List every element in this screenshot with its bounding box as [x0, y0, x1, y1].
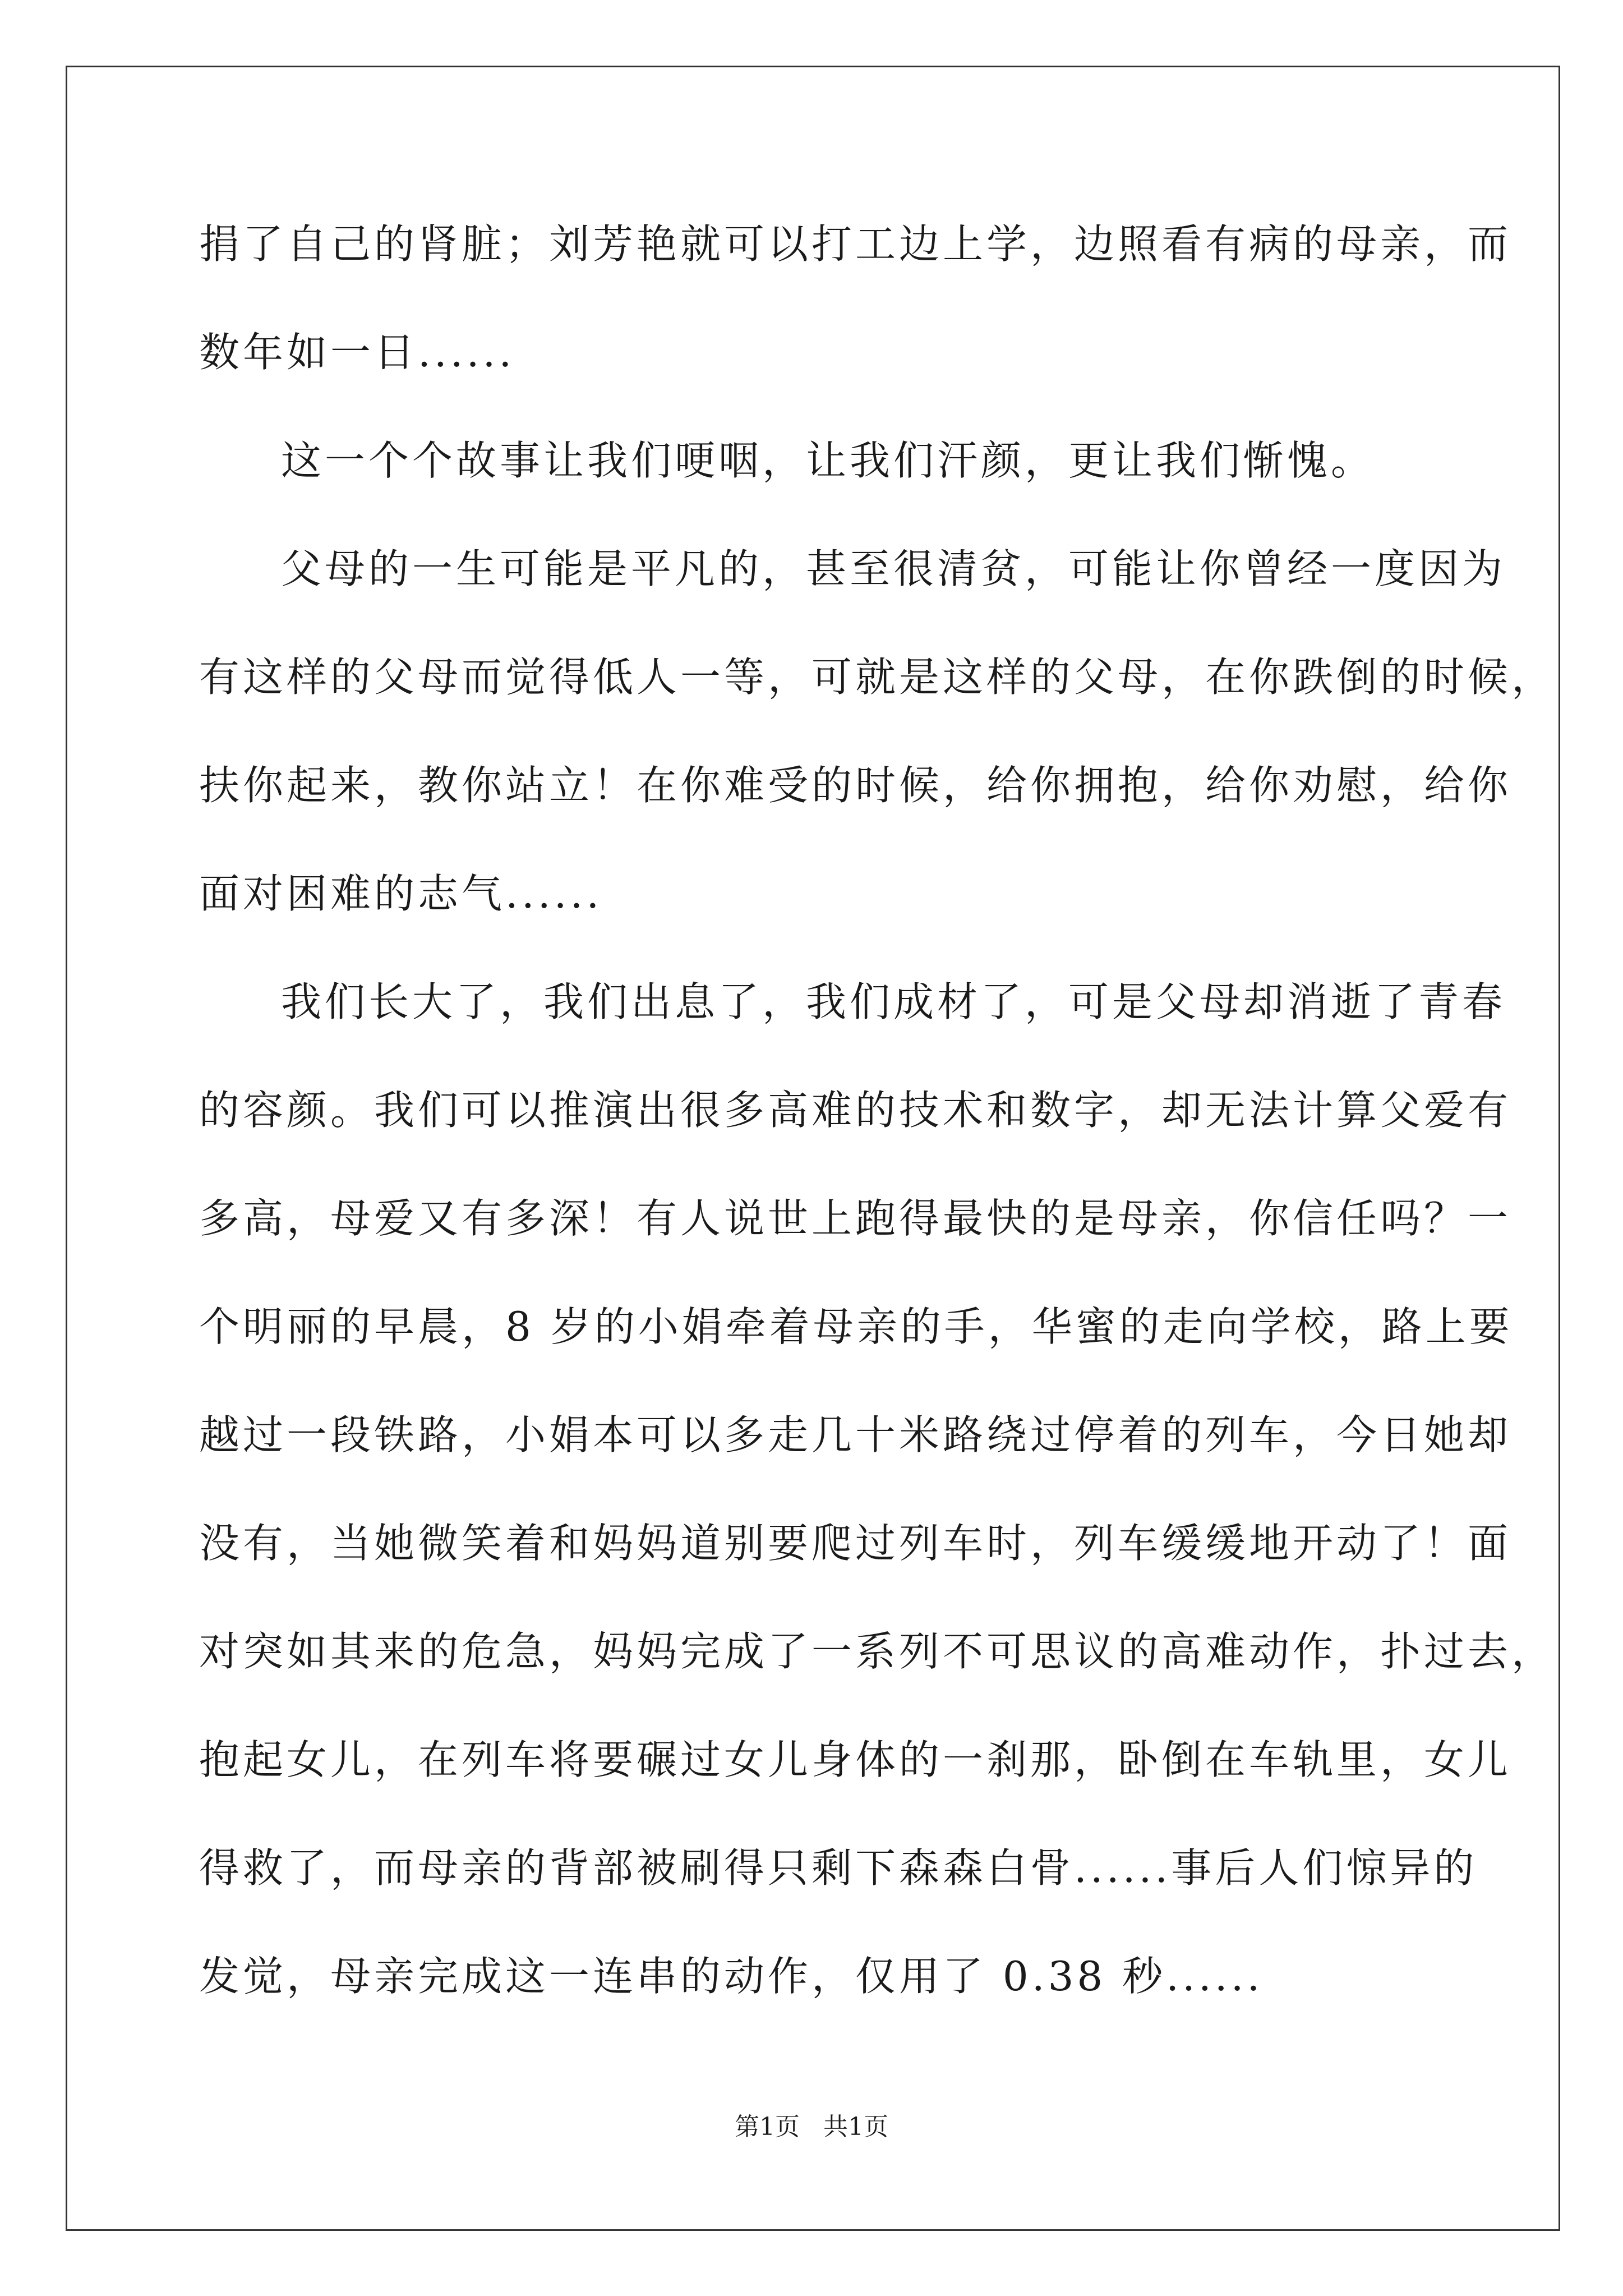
text-line: 没有，当她微笑着和妈妈道别要爬过列车时，列车缓缓地开动了！面 — [199, 1520, 1512, 1567]
text-line: 发觉，母亲完成这一连串的动作，仅用了 0.38 秒...... — [199, 1953, 1264, 2000]
text-line: 对突如其来的危急，妈妈完成了一系列不可思议的高难动作，扑过去， — [199, 1628, 1556, 1675]
text-line: 得救了，而母亲的背部被刷得只剩下森森白骨......事后人们惊异的 — [199, 1844, 1478, 1892]
text-line: 多高，母爱又有多深！有人说世上跑得最快的是母亲，你信任吗？一 — [199, 1195, 1512, 1242]
text-line: 有这样的父母而觉得低人一等，可就是这样的父母，在你跌倒的时候， — [199, 654, 1556, 701]
text-line: 数年如一日...... — [199, 329, 515, 376]
paragraph-line: 父母的一生可能是平凡的，甚至很清贫，可能让你曾经一度因为 — [281, 545, 1506, 592]
text-line: 越过一段铁路，小娟本可以多走几十米路绕过停着的列车，今日她却 — [199, 1411, 1512, 1458]
page-border — [66, 66, 1560, 2231]
page-number: 第1页 — [735, 2113, 800, 2141]
page-total: 共1页 — [823, 2113, 888, 2141]
text-line: 面对困难的志气...... — [199, 870, 603, 917]
page-footer — [0, 2110, 1623, 2144]
paragraph-line: 我们长大了，我们出息了，我们成材了，可是父母却消逝了青春 — [281, 978, 1506, 1025]
text-line: 扶你起来，教你站立！在你难受的时候，给你拥抱，给你劝慰，给你 — [199, 762, 1512, 809]
text-line: 个明丽的早晨，8 岁的小娟牵着母亲的手，华蜜的走向学校，路上要 — [199, 1303, 1513, 1350]
text-line: 抱起女儿，在列车将要碾过女儿身体的一刹那，卧倒在车轨里，女儿 — [199, 1736, 1512, 1783]
text-line: 捐了自己的肾脏；刘芳艳就可以打工边上学，边照看有病的母亲，而 — [199, 220, 1512, 268]
text-line: 的容颜。我们可以推演出很多高难的技术和数字，却无法计算父爱有 — [199, 1087, 1512, 1134]
paragraph-line: 这一个个故事让我们哽咽，让我们汗颜，更让我们惭愧。 — [281, 437, 1375, 484]
